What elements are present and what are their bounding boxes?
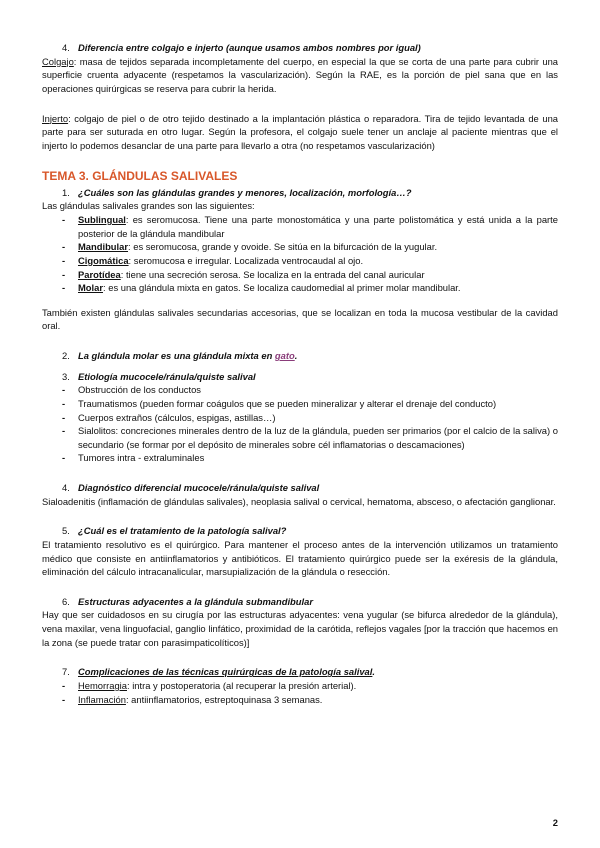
- diagnosis-paragraph: Sialoadenitis (inflamación de glándulas salivales), neoplasia salival o cervical, hematoma, absceso, o afectación ganglionar.: [42, 495, 556, 507]
- question-title: Diferencia entre colgajo e injerto (aunque usamos ambos nombres por igual): [78, 42, 421, 53]
- question-number: 7.: [62, 666, 70, 678]
- list-item: - Inflamación: antiinflamatorios, estreptoquinasa 3 semanas.: [62, 693, 323, 705]
- question-1: [42, 186, 558, 200]
- question-2: 2. La glándula molar es una glándula mixta en gato.: [62, 350, 298, 362]
- bullet-dash: -: [62, 425, 66, 437]
- bullet-dash: -: [62, 282, 66, 294]
- list-item: - Sialolitos: concreciones minerales dentro de la luz de la glándula, pueden ser primarios (por el calcio de la saliva) o secundario (se formar por el depósito de minerales sobre cél inflamatorias o descamaciones): [62, 425, 558, 450]
- gland-term: Cigomática: [78, 254, 129, 266]
- treatment-paragraph: El tratamiento resolutivo es el quirúrgico. Para mantener el proceso antes de la intervención utilizamos un tratamiento médico que consiste en antiinflamatorios y antibióticos. El tratamiento quirúrgico puede ser la exéresis de la glándula, eliminación del cálculo intracanalicular, marsupialización de la glándula o resección.: [42, 538, 558, 578]
- list-item: - Cigomática: seromucosa e irregular. Localizada ventrocaudal al ojo.: [62, 254, 364, 266]
- bullet-dash: -: [62, 241, 66, 253]
- question-7: 7. Complicaciones de las técnicas quirúrgicas de la patología salival.: [62, 666, 375, 678]
- question-4: [42, 481, 558, 495]
- list-item: - Molar: es una glándula mixta en gatos. Se localiza caudomedial al primer molar mandibular.: [62, 282, 461, 294]
- bullet-dash: -: [62, 254, 66, 266]
- question-title: La glándula molar es una glándula mixta en: [78, 350, 275, 362]
- question-title: Estructuras adyacentes a la glándula submandibular: [78, 595, 313, 607]
- question-number: 4.: [62, 42, 70, 53]
- bullet-dash: -: [62, 397, 66, 409]
- injerto-text: : colgajo de piel o de otro tejido destinado a la implantación plástica o reparadora. Tira de tejido levantada de una parte para ser suturada en otro lugar. Según la profesora, el colgajo suele tener un anclaje al paciente mientras que el injerto lo podemos desanclar de una parte para llevarlo a otra (no respetamos vascularización): [42, 112, 558, 151]
- question-4-colgajo: [42, 41, 558, 55]
- question-title: Complicaciones de las técnicas quirúrgicas de la patología salival: [78, 666, 373, 678]
- question-number: 1.: [62, 186, 70, 198]
- question-6: [42, 595, 558, 609]
- list-item: - Obstrucción de los conductos: [62, 384, 201, 396]
- bullet-dash: -: [62, 214, 66, 226]
- list-item: - Parotídea: tiene una secreción serosa. Se localiza en la entrada del canal auricular: [62, 268, 425, 280]
- page-number: 2: [552, 817, 558, 828]
- question-title: ¿Cuáles son las glándulas grandes y menores, localización, morfología…?: [78, 186, 412, 198]
- bullet-dash: -: [62, 411, 66, 423]
- list-item: - Hemorragia: intra y postoperatoria (al recuperar la presión arterial).: [62, 679, 357, 691]
- glands-list: [42, 213, 558, 295]
- question-5: [42, 524, 558, 538]
- question-title: Etiología mucocele/ránula/quiste salival: [78, 370, 256, 382]
- list-item: - Mandibular: es seromucosa, grande y ovoide. Se sitúa en la bifurcación de la yugular.: [62, 241, 438, 253]
- page-content: [42, 41, 558, 706]
- question-number: 3.: [62, 370, 70, 382]
- gland-term: Sublingual: [78, 214, 126, 226]
- question-3: [42, 370, 558, 384]
- colgajo-text: : masa de tejidos separada incompletamente del cuerpo, en especial la que se corta de una parte para cubrir una superficie cruenta adyacente (respetamos la vascularización). Según la RAE, es la porción de piel sana que en las operaciones quirúrgicas se reserva para cubrir la herida.: [42, 55, 558, 94]
- question-number: 2.: [62, 350, 70, 362]
- injerto-term: Injerto: [42, 112, 69, 124]
- injerto-definition: [42, 112, 558, 153]
- complication-term: Inflamación: [78, 693, 126, 705]
- list-item: - Sublingual: es seromucosa. Tiene una parte monostomática y una parte polistomática y está unida a la parte posterior de la glándula mandibular: [62, 214, 558, 239]
- list-item: - Tumores intra - extraluminales: [62, 452, 205, 464]
- question-title: Diagnóstico diferencial mucocele/ránula/quiste salival: [78, 482, 320, 494]
- bullet-dash: -: [62, 679, 66, 691]
- section-heading: TEMA 3. GLÁNDULAS SALIVALES: [42, 169, 238, 184]
- glands-intro: Las glándulas salivales grandes son las siguientes:: [42, 200, 255, 212]
- etiology-list: [42, 383, 558, 465]
- question-title: ¿Cuál es el tratamiento de la patología salival?: [78, 525, 287, 537]
- bullet-dash: -: [62, 452, 66, 464]
- secondary-glands-paragraph: También existen glándulas salivales secundarias accesorias, que se localizan en toda la mucosa vestibular de la cavidad oral.: [42, 306, 558, 332]
- question-number: 4.: [62, 482, 70, 494]
- gland-term: Mandibular: [78, 241, 129, 253]
- question-number: 6.: [62, 595, 70, 607]
- gland-term: Parotídea: [78, 268, 121, 280]
- gato-link[interactable]: gato: [274, 350, 295, 362]
- colgajo-term: Colgajo: [42, 55, 74, 67]
- colgajo-definition: [42, 55, 558, 96]
- complication-term: Hemorragia: [78, 679, 127, 691]
- bullet-dash: -: [62, 384, 66, 396]
- question-number: 5.: [62, 525, 70, 537]
- bullet-dash: -: [62, 268, 66, 280]
- structures-paragraph: Hay que ser cuidadosos en su cirugía por las estructuras adyacentes: vena yugular (se bifurca alrededor de la glándula), vena maxilar, vena linguofacial, ganglio linfático, proximidad de la carótida, reflejos vagales [por la tracción que hacemos en la zona (se puede tratar con parasimpaticolíticos)]: [42, 609, 558, 648]
- complications-list: [42, 679, 558, 706]
- list-item: - Traumatismos (pueden formar coágulos que se pueden mineralizar y alterar el drenaje del conducto): [62, 397, 497, 409]
- gland-term: Molar: [78, 282, 104, 294]
- list-item: - Cuerpos extraños (cálculos, espigas, astillas…): [62, 411, 276, 423]
- bullet-dash: -: [62, 693, 66, 705]
